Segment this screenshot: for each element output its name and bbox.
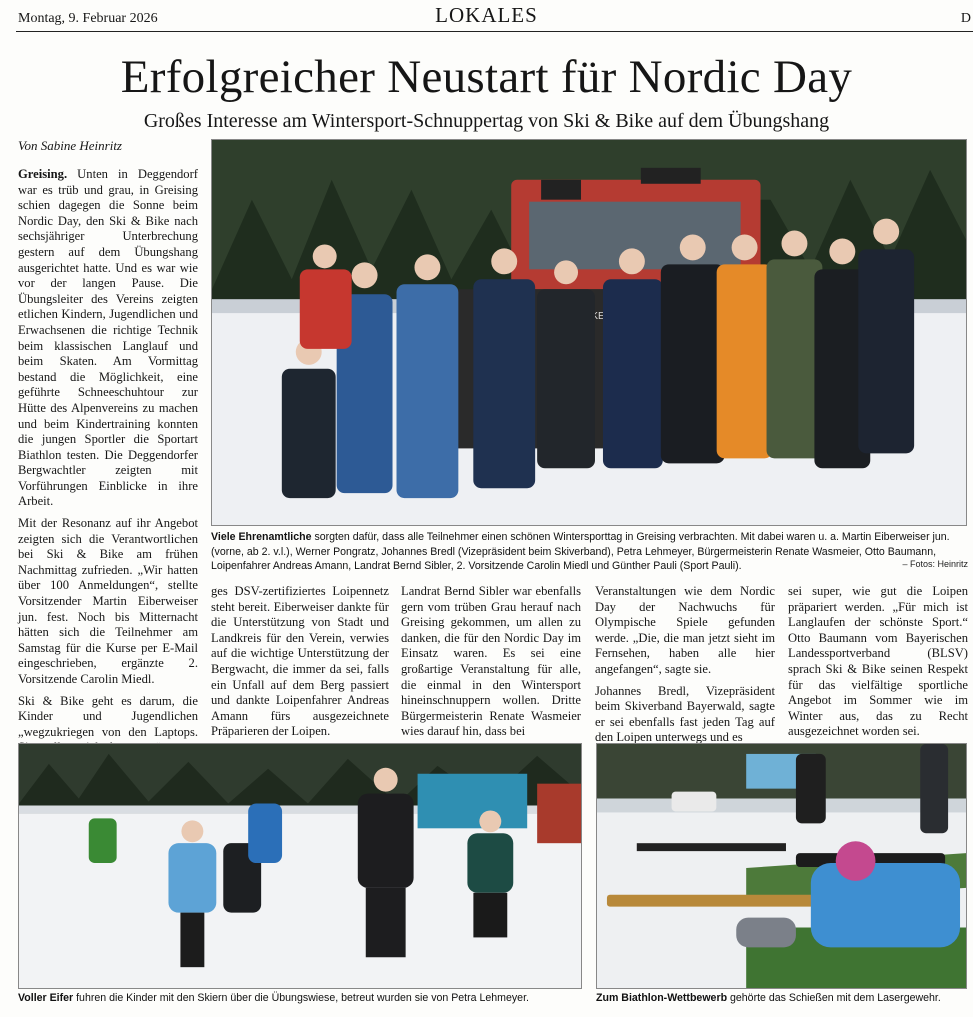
biathlon-photo-caption <box>596 991 971 1006</box>
article-column-5 <box>788 584 968 746</box>
page-marker: D <box>960 11 971 26</box>
paragraph: sei super, wie gut die Loipen präpariert werden. „Für mich ist Langlaufen der schönste Sport.“ Otto Baumann vom Bayerischen Landessportverband (BLSV) sprach Ski & Bike seinen Respekt für das vielfältige sportliche Angebot im Sommer wie im Winter aus, das zu Recht ausgezeichnet worden sei. <box>788 584 968 739</box>
caption-text: fuhren die Kinder mit den Skiern über die Übungswiese, betreut wurden sie von Petra Lehmeyer. <box>76 992 529 1004</box>
article-column-3 <box>401 584 581 746</box>
paragraph: Veranstaltungen wie dem Nordic Day der Nachwuchs für Olympische Spiele gefunden werde. „Die, die man jetzt sieht im Fernsehen, haben alle hier angefangen“, sagte sie. <box>595 584 775 676</box>
caption-lead: Viele Ehrenamtliche <box>211 531 312 543</box>
paragraph: Mit der Resonanz auf ihr Angebot zeigten sich die Verantwortlichen bei Ski & Bike am frühen Nachmittag zufrieden. „Wir hatten über 100 Anmeldungen“, stellte Vorsitzender Martin Eiberweiser jun. fest. Noch bis Mitternacht hätten sich die Teilnehmer am Samstag für die Kurse per E-Mail eingeschrieben, ergänzte 2. Vorsitzende Carolin Miedl. <box>18 516 198 686</box>
photo-credit: – Fotos: Heinritz <box>902 559 968 569</box>
byline: Von Sabine Heinritz <box>18 138 122 153</box>
paragraph: Ski & Bike geht es darum, die Kinder und Jugendlichen „wegzukriegen von den Laptops. <box>18 693 198 739</box>
headline: Erfolgreicher Neustart für Nordic Day <box>120 51 853 103</box>
article-column-2 <box>211 584 389 746</box>
caption-lead: Zum Biathlon-Wettbewerb <box>596 992 728 1004</box>
section-title: LOKALES <box>435 3 538 27</box>
main-photo-caption <box>211 530 967 574</box>
masthead-rule <box>16 31 973 32</box>
kids-skiing-photo <box>18 743 582 989</box>
issue-date: Montag, 9. Februar 2026 <box>18 11 158 26</box>
caption-text: sorgten dafür, dass alle Teilnehmer einen schönen Wintersporttag in Greising verbrachten. Mit dabei waren u. a. Martin Eiberweiser jun. (vorne, ab 2. v.l.), Werner Pongratz, Johannes Bredl (Vizepräsident beim Skiverband), Petra Lehmeyer, Bürgermeisterin Renate Wasmeier, Otto Baumann, Loipenfahrer Andreas Amann, Landrat Bernd Sibler, 2. Vorsitzende Carolin Miedl und Günther Pauli (Sport Pauli). <box>211 531 950 573</box>
group-photo <box>211 139 967 526</box>
paragraph: Johannes Bredl, Vizepräsident beim Skiverband Bayerwald, sagte er sei ebenfalls fast jeden Tag auf den Loipen unterwegs und es <box>595 683 775 745</box>
biathlon-photo <box>596 743 967 989</box>
paragraph: Landrat Bernd Sibler war ebenfalls gern vom trüben Grau herauf nach Greising gekommen, um allen zu danken, die für den Nordic Day im Einsatz waren. Es sei eine großartige Veranstaltung für alle, die einmal in den Wintersport hineinschnuppern wollen. Dritte Bürgermeisterin Renate Wasmeier wies darauf hin, dass bei <box>401 584 581 739</box>
paragraph: ges DSV-zertifiziertes Loipennetz steht bereit. Eiberweiser dankte für die Unterstützung von Stadt und Landkreis für den Verein, verwies auf die wichtige Unterstützung der Bergwacht, die immer da sei, falls ein Unfall auf dem Berg passiert und dankte Loipenfahrer Andreas Amann fürs ausgezeichnete Präparieren der Loipen. <box>211 584 389 739</box>
subheadline: Großes Interesse am Wintersport-Schnuppertag von Ski & Bike auf dem Übungshang <box>143 110 830 132</box>
caption-text: gehörte das Schießen mit dem Lasergewehr. <box>730 992 941 1004</box>
paragraph: Unten in Deggendorf war es trüb und grau, in Greising schien dagegen die Sonne beim Nordic Day, den Ski & Bike nach sechsjähriger Unterbrechung gestern auf dem Übungshang ausgerichtet hatte. Und es war wie vor der langen Pause. Die Übungsleiter des Vereins zeigten etlichen Kindern, Jugendlichen und Erwachsenen die richtige Technik beim klassischen Langlauf und beim Skaten. Am Vormittag bestand die Möglichkeit, eine geführte Schneeschuhtour zur Hütte des Alpenvereins zu machen und beim Kindertraining konnten die jungen Sportler die Sportart Biathlon testen. Die Deggendorfer Bergwachtler zeigten mit Vorführungen Einblicke in ihre Arbeit. <box>18 167 198 509</box>
dateline: Greising. <box>18 167 68 181</box>
article-column-4 <box>595 584 775 752</box>
kids-photo-caption <box>18 991 582 1006</box>
caption-lead: Voller Eifer <box>18 992 74 1004</box>
article-column-1 <box>18 167 198 739</box>
